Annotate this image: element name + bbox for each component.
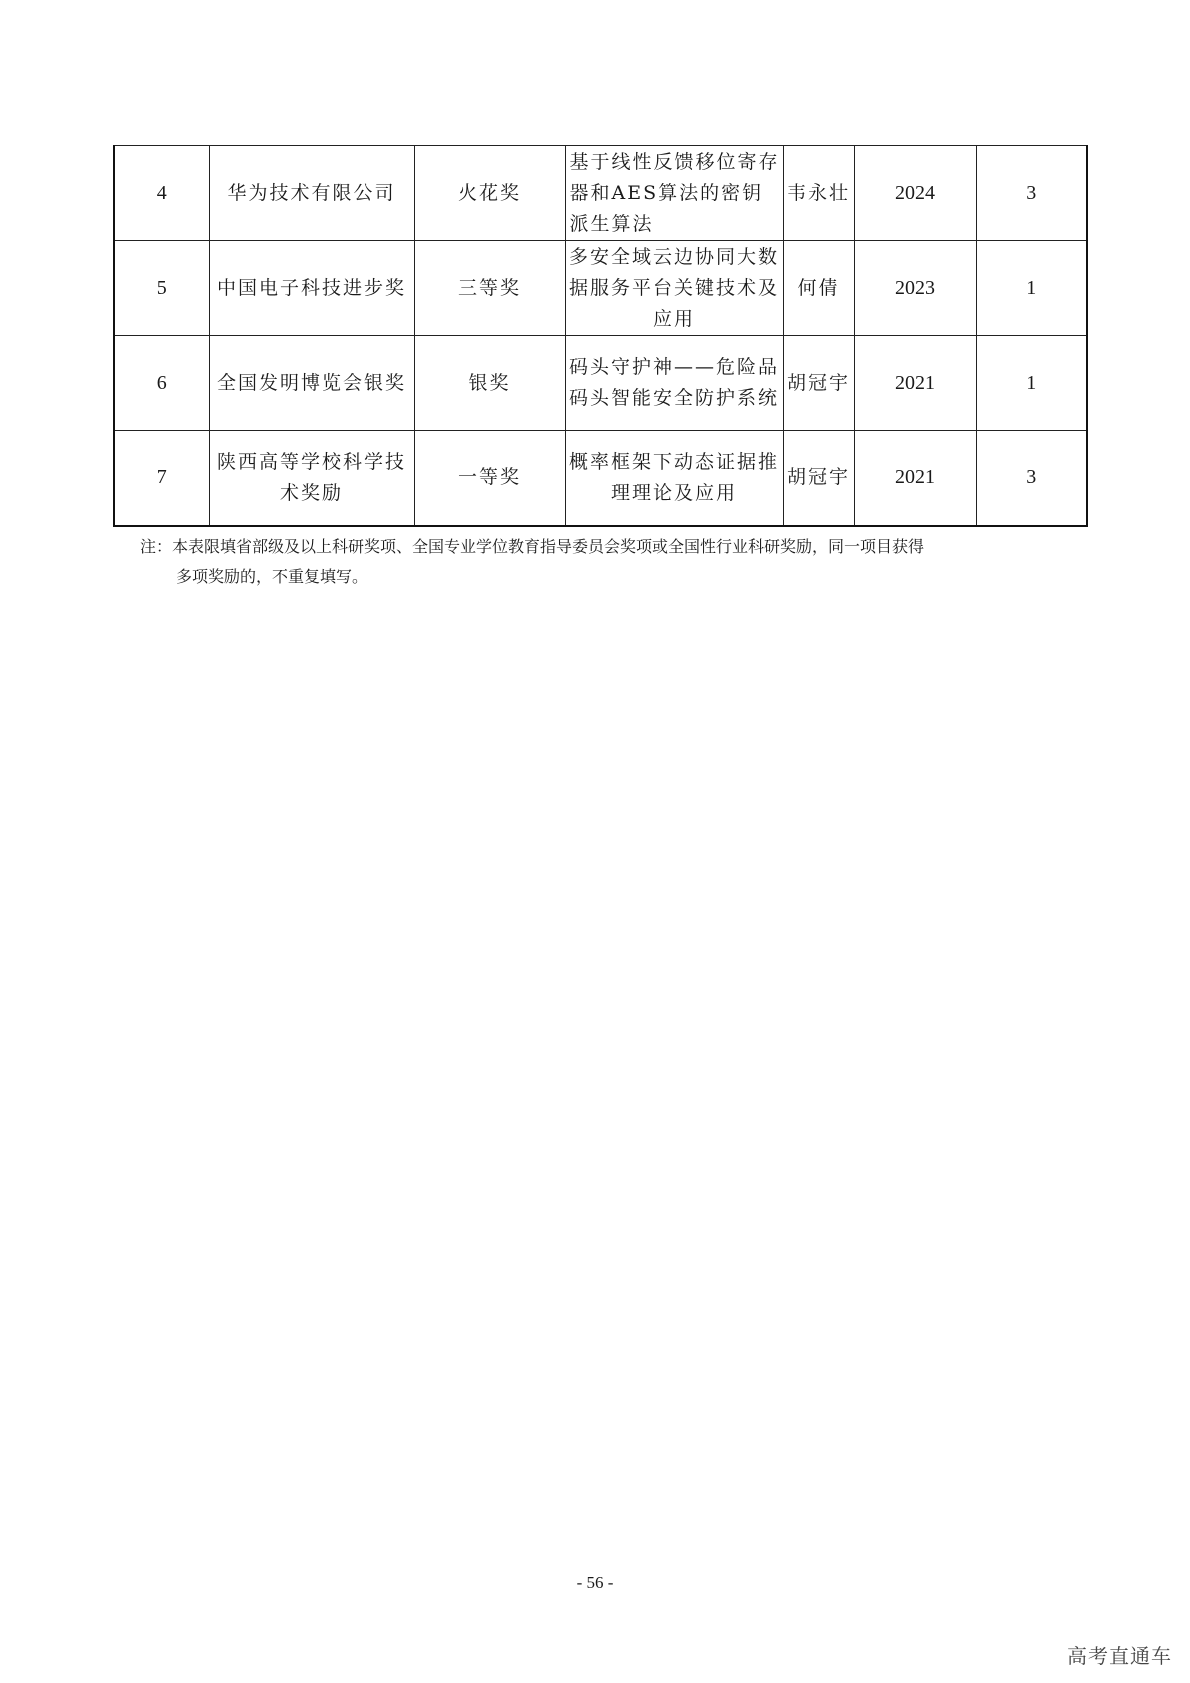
awards-table	[113, 145, 1088, 527]
table-row	[114, 146, 1087, 241]
row-index: 5	[114, 241, 209, 336]
person-rank: 1	[976, 336, 1087, 431]
table-row	[114, 241, 1087, 336]
page-number: - 56 -	[576, 1573, 614, 1592]
row-index: 4	[114, 146, 209, 241]
person-name: 胡冠宇	[783, 336, 854, 431]
table-row	[114, 336, 1087, 431]
person-rank: 3	[976, 431, 1087, 526]
award-organization: 中国电子科技进步奖	[209, 241, 414, 336]
person-name: 韦永壮	[783, 146, 854, 241]
award-level: 火花奖	[414, 146, 565, 241]
note-line-2: 多项奖励的，不重复填写。	[176, 567, 369, 586]
person-rank: 3	[976, 146, 1087, 241]
award-year: 2021	[854, 336, 976, 431]
award-level: 三等奖	[414, 241, 565, 336]
table-row	[114, 431, 1087, 526]
project-name: 概率框架下动态证据推理理论及应用	[565, 431, 783, 526]
note-line-1: 注：本表限填省部级及以上科研奖项、全国专业学位教育指导委员会奖项或全国性行业科研奖励，同一项目获得	[140, 537, 925, 556]
award-level: 一等奖	[414, 431, 565, 526]
award-organization: 全国发明博览会银奖	[209, 336, 414, 431]
project-name: 多安全域云边协同大数据服务平台关键技术及应用	[565, 241, 783, 336]
watermark: 高考直通车	[1067, 1644, 1172, 1668]
row-index: 7	[114, 431, 209, 526]
project-name: 码头守护神——危险品码头智能安全防护系统	[565, 336, 783, 431]
project-name: 基于线性反馈移位寄存器和AES算法的密钥派生算法	[565, 146, 783, 241]
table-note	[140, 532, 1040, 592]
award-year: 2024	[854, 146, 976, 241]
person-name: 何倩	[783, 241, 854, 336]
award-year: 2021	[854, 431, 976, 526]
award-organization: 陕西高等学校科学技术奖励	[209, 431, 414, 526]
person-name: 胡冠宇	[783, 431, 854, 526]
award-level: 银奖	[414, 336, 565, 431]
row-index: 6	[114, 336, 209, 431]
person-rank: 1	[976, 241, 1087, 336]
award-organization: 华为技术有限公司	[209, 146, 414, 241]
award-year: 2023	[854, 241, 976, 336]
